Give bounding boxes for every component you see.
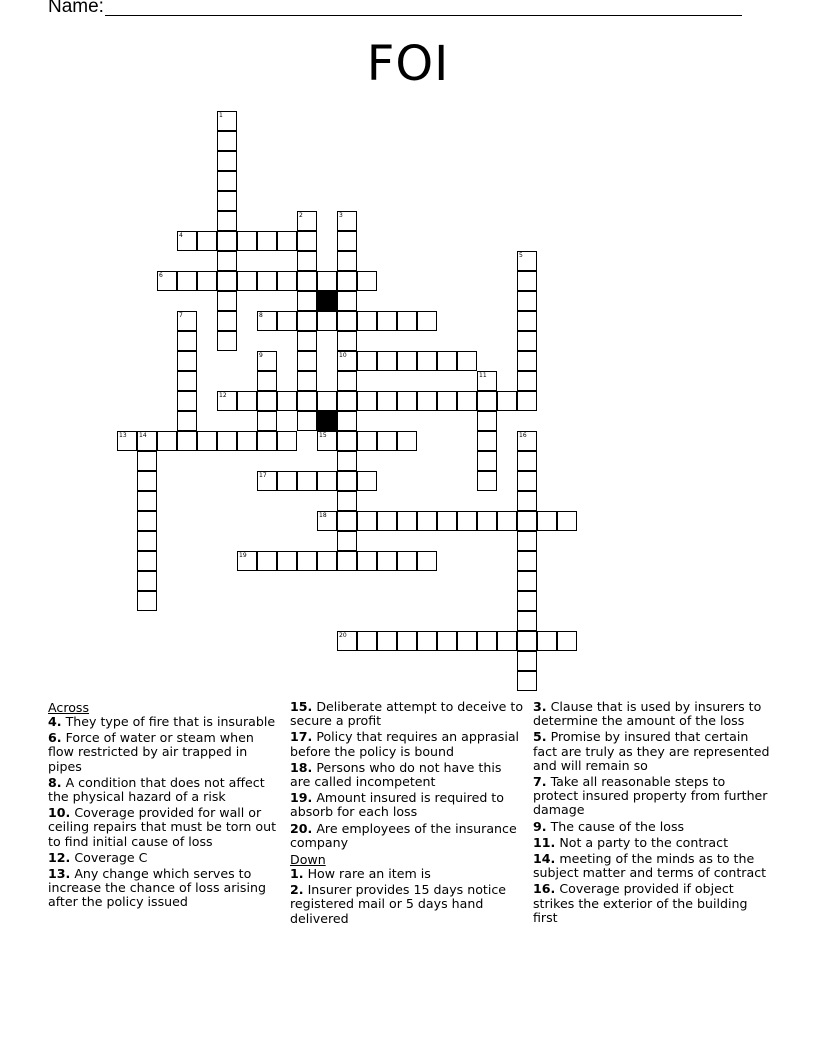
clue-number: 14. [533, 851, 556, 867]
grid-cell[interactable] [477, 471, 497, 491]
grid-cell[interactable] [397, 551, 417, 571]
cell-number: 14 [139, 432, 147, 439]
grid-cell[interactable] [337, 211, 357, 231]
clue-text: Persons who do not have this are called incompetent [290, 759, 502, 790]
grid-cell[interactable] [237, 431, 257, 451]
grid-cell[interactable] [137, 471, 157, 491]
grid-cell[interactable] [217, 331, 237, 351]
clue-text: Take all reasonable steps to protect insured property from further damage [533, 774, 768, 818]
grid-cell[interactable] [317, 271, 337, 291]
clue [533, 775, 773, 818]
clue [48, 731, 280, 774]
grid-cell[interactable] [337, 511, 357, 531]
grid-cell[interactable] [177, 311, 197, 331]
clue-text: Promise by insured that certain fact are truly as they are represented and will remain so [533, 729, 770, 773]
cell-number: 2 [299, 212, 303, 219]
clue-text: Coverage C [70, 849, 148, 865]
grid-cell[interactable] [557, 631, 577, 651]
cell-number: 17 [259, 472, 267, 479]
grid-cell[interactable] [257, 311, 277, 331]
grid-cell[interactable] [337, 231, 357, 251]
grid-cell[interactable] [417, 511, 437, 531]
grid-cell[interactable] [297, 271, 317, 291]
grid-cell[interactable] [297, 291, 317, 311]
cell-number: 7 [179, 312, 183, 319]
grid-cell[interactable] [517, 451, 537, 471]
cell-number: 11 [479, 372, 487, 379]
grid-cell[interactable] [337, 531, 357, 551]
grid-cell[interactable] [437, 631, 457, 651]
clue [290, 700, 525, 728]
grid-cell[interactable] [317, 311, 337, 331]
grid-cell[interactable] [217, 431, 237, 451]
grid-cell[interactable] [397, 311, 417, 331]
grid-cell[interactable] [257, 411, 277, 431]
grid-cell[interactable] [517, 631, 537, 651]
grid-cell[interactable] [337, 311, 357, 331]
grid-cell[interactable] [497, 511, 517, 531]
grid-cell[interactable] [337, 491, 357, 511]
name-label: Name: [48, 0, 104, 17]
grid-cell[interactable] [317, 471, 337, 491]
grid-cell[interactable] [177, 231, 197, 251]
clue-number: 15. [290, 699, 313, 714]
cell-number: 15 [319, 432, 327, 439]
clue-text: How rare an item is [303, 866, 431, 882]
grid-cell[interactable] [517, 371, 537, 391]
clue [533, 700, 773, 728]
grid-cell[interactable] [517, 471, 537, 491]
grid-cell[interactable] [257, 231, 277, 251]
grid-cell[interactable] [397, 351, 417, 371]
clue [290, 883, 525, 926]
grid-cell[interactable] [217, 151, 237, 171]
clue-number: 13. [48, 866, 71, 882]
grid-cell[interactable] [297, 251, 317, 271]
clue-number: 16. [533, 881, 556, 897]
grid-cell[interactable] [137, 491, 157, 511]
grid-cell[interactable] [357, 311, 377, 331]
cell-number: 4 [179, 232, 183, 239]
clue-text: Not a party to the contract [555, 834, 729, 850]
grid-cell[interactable] [197, 231, 217, 251]
grid-cell[interactable] [517, 251, 537, 271]
clue-text: Are employees of the insurance company [290, 820, 517, 850]
clues-column-3 [533, 700, 773, 927]
grid-cell[interactable] [157, 271, 177, 291]
clue-text: Any change which serves to increase the chance of loss arising after the policy issued [48, 866, 266, 910]
grid-cell[interactable] [217, 271, 237, 291]
grid-cell[interactable] [217, 191, 237, 211]
clue-text: Amount insured is required to absorb for each loss [290, 790, 504, 820]
clue-number: 19. [290, 790, 313, 806]
grid-cell[interactable] [137, 571, 157, 591]
grid-cell[interactable] [277, 551, 297, 571]
grid-cell[interactable] [277, 391, 297, 411]
grid-cell[interactable] [357, 431, 377, 451]
clue-text: They type of fire that is insurable [61, 714, 276, 729]
cell-number: 16 [519, 432, 527, 439]
grid-cell[interactable] [197, 271, 217, 291]
clue [48, 776, 280, 804]
down-heading: Down [290, 852, 326, 868]
clue [533, 852, 773, 880]
clues-column-2 [290, 700, 525, 928]
cell-number: 10 [339, 352, 347, 359]
grid-cell[interactable] [517, 491, 537, 511]
clue [533, 820, 773, 834]
grid-cell[interactable] [277, 271, 297, 291]
grid-cell[interactable] [137, 551, 157, 571]
grid-cell[interactable] [517, 391, 537, 411]
grid-cell[interactable] [237, 271, 257, 291]
grid-cell[interactable] [177, 431, 197, 451]
clue-number: 10. [48, 805, 71, 821]
clue-number: 17. [290, 729, 313, 745]
grid-cell[interactable] [297, 311, 317, 331]
grid-cell[interactable] [217, 391, 237, 411]
clue-number: 8. [48, 774, 62, 790]
grid-cell[interactable] [197, 431, 217, 451]
cell-number: 5 [519, 252, 523, 259]
grid-cell[interactable] [517, 311, 537, 331]
cell-number: 18 [319, 512, 327, 519]
clue-number: 2. [290, 882, 304, 898]
clue [48, 851, 280, 865]
grid-cell[interactable] [297, 411, 317, 431]
clue [533, 882, 773, 925]
clue [533, 730, 773, 773]
clue-number: 18. [290, 759, 313, 775]
clue [290, 730, 525, 758]
grid-cell[interactable] [477, 411, 497, 431]
page-title: FOI [366, 36, 450, 92]
grid-cell[interactable] [397, 391, 417, 411]
grid-cell[interactable] [357, 551, 377, 571]
cell-number: 1 [219, 112, 223, 119]
clue-number: 5. [533, 729, 547, 745]
grid-cell[interactable] [377, 551, 397, 571]
grid-cell[interactable] [277, 431, 297, 451]
grid-cell[interactable] [377, 311, 397, 331]
grid-cell[interactable] [257, 371, 277, 391]
grid-cell[interactable] [337, 371, 357, 391]
grid-cell[interactable] [237, 231, 257, 251]
grid-cell[interactable] [337, 631, 357, 651]
grid-cell[interactable] [177, 371, 197, 391]
clue [533, 836, 773, 850]
grid-cell[interactable] [517, 531, 537, 551]
clue-number: 4. [48, 714, 62, 729]
clue [290, 791, 525, 819]
grid-cell[interactable] [337, 471, 357, 491]
grid-cell[interactable] [357, 471, 377, 491]
grid-cell[interactable] [477, 451, 497, 471]
grid-cell[interactable] [517, 571, 537, 591]
cell-number: 19 [239, 552, 247, 559]
clue-number: 7. [533, 774, 547, 790]
grid-cell[interactable] [337, 331, 357, 351]
grid-cell[interactable] [517, 551, 537, 571]
grid-cell[interactable] [177, 271, 197, 291]
grid-cell[interactable] [137, 451, 157, 471]
grid-cell[interactable] [257, 431, 277, 451]
grid-cell[interactable] [177, 391, 197, 411]
grid-cell[interactable] [257, 551, 277, 571]
clue-text: Coverage provided for wall or ceiling repairs that must be torn out to find initial cause of loss [48, 805, 277, 849]
across-heading: Across [48, 700, 90, 715]
grid-cell[interactable] [397, 431, 417, 451]
clue-number: 11. [533, 834, 556, 850]
grid-cell[interactable] [217, 231, 237, 251]
grid-cell[interactable] [277, 311, 297, 331]
grid-cell[interactable] [357, 391, 377, 411]
grid-cell[interactable] [117, 431, 137, 451]
grid-cell[interactable] [377, 631, 397, 651]
grid-cell[interactable] [477, 431, 497, 451]
grid-cell[interactable] [337, 391, 357, 411]
grid-cell[interactable] [177, 351, 197, 371]
clue-text: Force of water or steam when flow restricted by air trapped in pipes [48, 730, 254, 774]
grid-cell[interactable] [477, 511, 497, 531]
grid-cell[interactable] [297, 471, 317, 491]
clue-number: 12. [48, 849, 71, 865]
grid-cell[interactable] [517, 611, 537, 631]
clue-text: Deliberate attempt to deceive to secure a profit [290, 699, 524, 729]
grid-cell[interactable] [417, 311, 437, 331]
grid-cell[interactable] [517, 651, 537, 671]
grid-cell[interactable] [257, 471, 277, 491]
grid-cell[interactable] [517, 271, 537, 291]
clue-text: Coverage provided if object strikes the exterior of the building first [533, 881, 748, 925]
grid-cell[interactable] [377, 431, 397, 451]
grid-cell[interactable] [257, 351, 277, 371]
grid-cell[interactable] [317, 551, 337, 571]
grid-cell[interactable] [357, 511, 377, 531]
grid-cell[interactable] [237, 551, 257, 571]
grid-cell[interactable] [337, 451, 357, 471]
grid-cell[interactable] [297, 351, 317, 371]
grid-cell[interactable] [417, 391, 437, 411]
grid-cell[interactable] [517, 671, 537, 691]
grid-cell[interactable] [137, 531, 157, 551]
grid-cell[interactable] [517, 591, 537, 611]
clue-number: 6. [48, 730, 62, 746]
grid-cell[interactable] [317, 391, 337, 411]
grid-cell[interactable] [477, 371, 497, 391]
grid-cell[interactable] [337, 431, 357, 451]
cell-number: 9 [259, 352, 263, 359]
grid-cell[interactable] [337, 551, 357, 571]
clue-text: Insurer provides 15 days notice registered mail or 5 days hand delivered [290, 882, 507, 926]
grid-cell[interactable] [417, 631, 437, 651]
clue-text: Policy that requires an apprasial before the policy is bound [290, 729, 520, 759]
grid-cell[interactable] [377, 511, 397, 531]
grid-cell[interactable] [137, 431, 157, 451]
grid-cell[interactable] [517, 351, 537, 371]
grid-cell[interactable] [257, 391, 277, 411]
grid-cell[interactable] [297, 331, 317, 351]
grid-cell[interactable] [337, 251, 357, 271]
grid-cell[interactable] [257, 271, 277, 291]
grid-cell[interactable] [497, 391, 517, 411]
grid-cell[interactable] [137, 591, 157, 611]
grid-cell[interactable] [317, 511, 337, 531]
grid-cell[interactable] [217, 251, 237, 271]
clue [290, 761, 525, 789]
grid-cell[interactable] [297, 391, 317, 411]
grid-cell[interactable] [297, 231, 317, 251]
grid-cell[interactable] [217, 171, 237, 191]
cell-number: 8 [259, 312, 263, 319]
grid-cell[interactable] [437, 351, 457, 371]
cell-number: 20 [339, 632, 347, 639]
grid-cell[interactable] [457, 351, 477, 371]
grid-cell[interactable] [397, 511, 417, 531]
grid-cell[interactable] [237, 391, 257, 411]
grid-cell[interactable] [497, 631, 517, 651]
clue [48, 806, 280, 849]
clue-text: meeting of the minds as to the subject matter and terms of contract [533, 851, 767, 881]
grid-cell[interactable] [377, 351, 397, 371]
clue-text: A condition that does not affect the physical hazard of a risk [48, 774, 265, 805]
grid-cell[interactable] [317, 431, 337, 451]
grid-cell[interactable] [357, 631, 377, 651]
clue-number: 20. [290, 820, 313, 836]
clue-text: The cause of the loss [546, 818, 685, 834]
clue-number: 9. [533, 818, 547, 834]
grid-cell[interactable] [517, 431, 537, 451]
grid-cell[interactable] [217, 131, 237, 151]
clue [290, 822, 525, 850]
grid-cell[interactable] [337, 291, 357, 311]
grid-cell[interactable] [217, 311, 237, 331]
grid-cell[interactable] [417, 551, 437, 571]
cell-number: 12 [219, 392, 227, 399]
grid-cell[interactable] [177, 331, 197, 351]
grid-cell[interactable] [537, 631, 557, 651]
grid-cell[interactable] [457, 391, 477, 411]
grid-cell[interactable] [157, 431, 177, 451]
grid-cell[interactable] [357, 351, 377, 371]
grid-cell[interactable] [437, 391, 457, 411]
grid-cell[interactable] [337, 351, 357, 371]
cell-number: 6 [159, 272, 163, 279]
grid-cell[interactable] [297, 211, 317, 231]
clue [48, 715, 280, 729]
grid-cell[interactable] [277, 471, 297, 491]
cell-number: 3 [339, 212, 343, 219]
grid-cell[interactable] [417, 351, 437, 371]
grid-cell[interactable] [357, 271, 377, 291]
grid-cell[interactable] [337, 411, 357, 431]
grid-cell[interactable] [457, 511, 477, 531]
grid-cell[interactable] [217, 111, 237, 131]
grid-cell[interactable] [557, 511, 577, 531]
grid-cell[interactable] [517, 291, 537, 311]
grid-cell[interactable] [437, 511, 457, 531]
grid-cell[interactable] [277, 231, 297, 251]
clue [290, 867, 525, 881]
grid-cell[interactable] [457, 631, 477, 651]
grid-cell[interactable] [377, 391, 397, 411]
grid-cell[interactable] [397, 631, 417, 651]
grid-cell[interactable] [297, 551, 317, 571]
grid-cell[interactable] [537, 511, 557, 531]
grid-cell[interactable] [137, 511, 157, 531]
clue-text: Clause that is used by insurers to determine the amount of the loss [533, 699, 762, 729]
grid-cell[interactable] [217, 211, 237, 231]
clues-column-1 [48, 700, 280, 912]
grid-cell[interactable] [177, 411, 197, 431]
clue-number: 3. [533, 699, 547, 714]
clue [48, 867, 280, 910]
grid-cell[interactable] [337, 271, 357, 291]
grid-cell[interactable] [297, 371, 317, 391]
grid-cell[interactable] [517, 331, 537, 351]
grid-cell[interactable] [217, 291, 237, 311]
grid-cell[interactable] [477, 391, 497, 411]
cell-number: 13 [119, 432, 127, 439]
grid-cell[interactable] [477, 631, 497, 651]
clue-number: 1. [290, 866, 304, 882]
grid-cell[interactable] [517, 511, 537, 531]
black-cell [317, 291, 337, 311]
black-cell [317, 411, 337, 431]
